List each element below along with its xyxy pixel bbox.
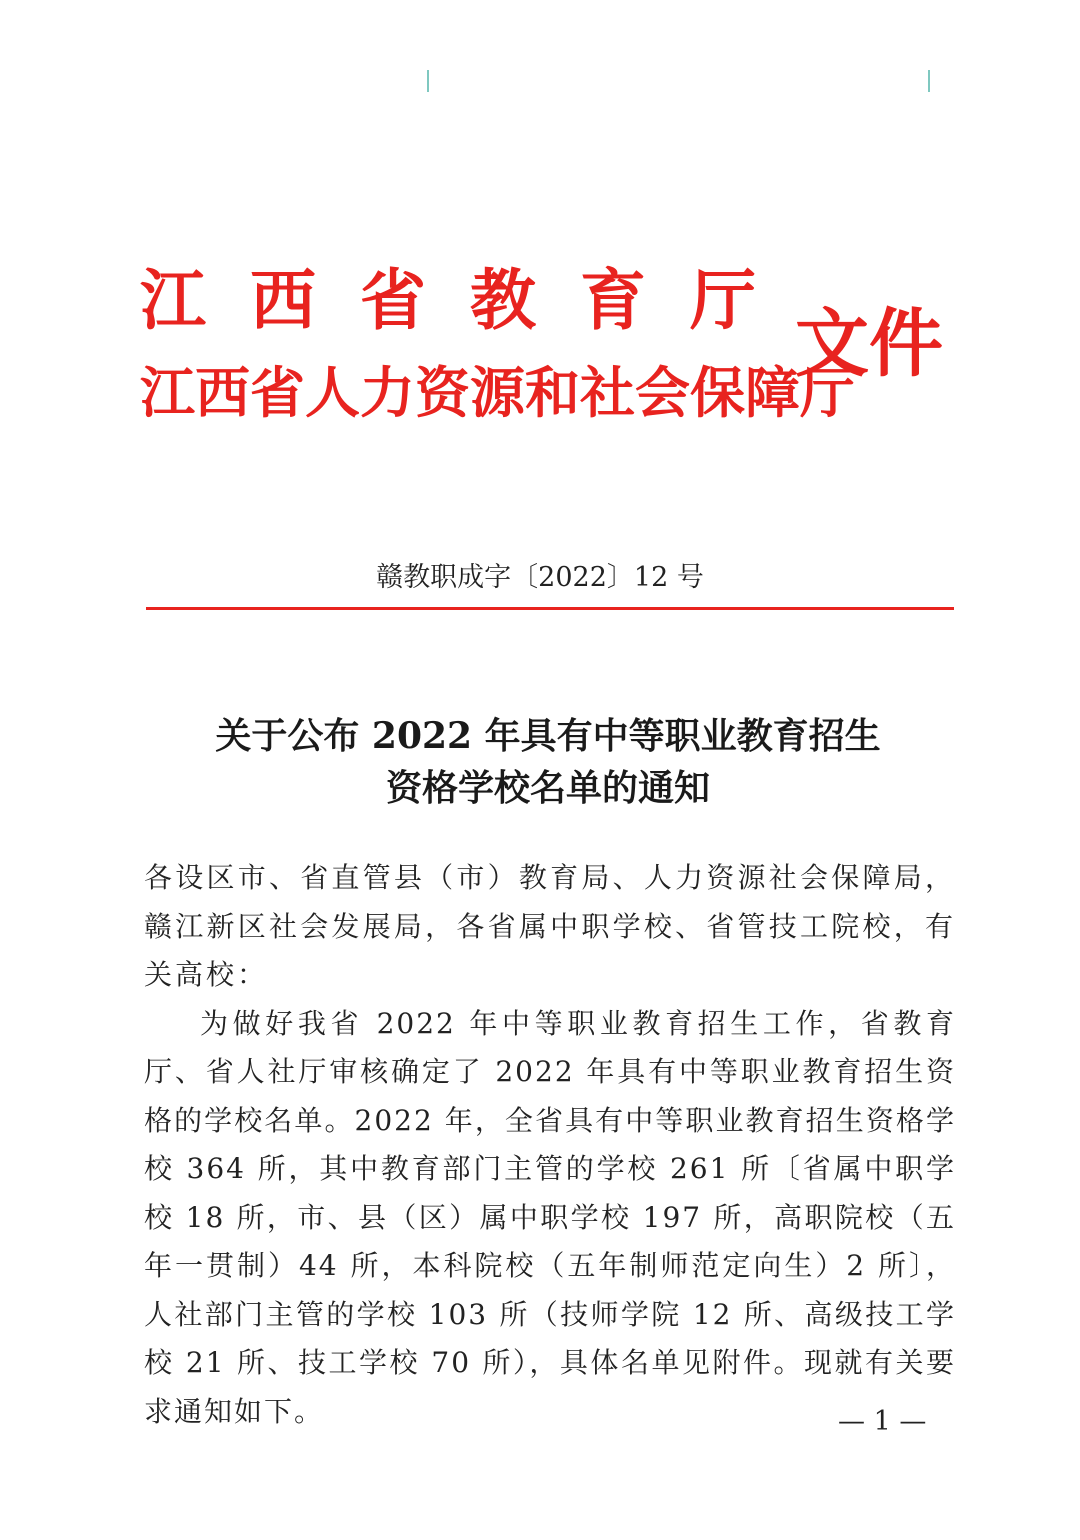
red-separator-line: [146, 607, 954, 610]
title-line-2: 资格学校名单的通知: [385, 767, 710, 809]
document-number: 赣教职成字〔2022〕12 号: [376, 562, 704, 593]
salutation: 各设区市、省直管县（市）教育局、人力资源社会保障局，赣江新区社会发展局，各省属中职学校、省管技工院校，有关高校：: [144, 861, 956, 991]
crop-mark-left: [427, 70, 429, 92]
crop-mark-right: [928, 70, 930, 92]
body-paragraph-1: 为做好我省 2022 年中等职业教育招生工作，省教育厅、省人社厅审核确定了 2022 年具有中等职业教育招生资格的学校名单。2022 年，全省具有中等职业教育招生资格学校 364 所，其中教育部门主管的学校 261 所〔省属中职学校 18 所，市、县（区）属中职学校 197 所，高职院校（五年一贯制）44 所，本科院校（五年制师范定向生）2 所〕，人社部门主管的学校 103 所（技师学院 12 所、高级技工学校 21 所、技工学校 70 所），具体名单见附件。现就有关要求通知如下。: [144, 1006, 956, 1428]
title-line-1: 关于公布 2022 年具有中等职业教育招生: [215, 715, 881, 757]
issuer-human-resources-department: 江西省人力资源和社会保障厅: [140, 360, 856, 425]
document-body: [144, 854, 956, 1436]
document-label: 文件: [795, 301, 943, 387]
issuer-education-department: 江西省教育厅: [140, 261, 800, 339]
document-title: [140, 710, 956, 814]
page-number: — 1 —: [838, 1406, 927, 1437]
